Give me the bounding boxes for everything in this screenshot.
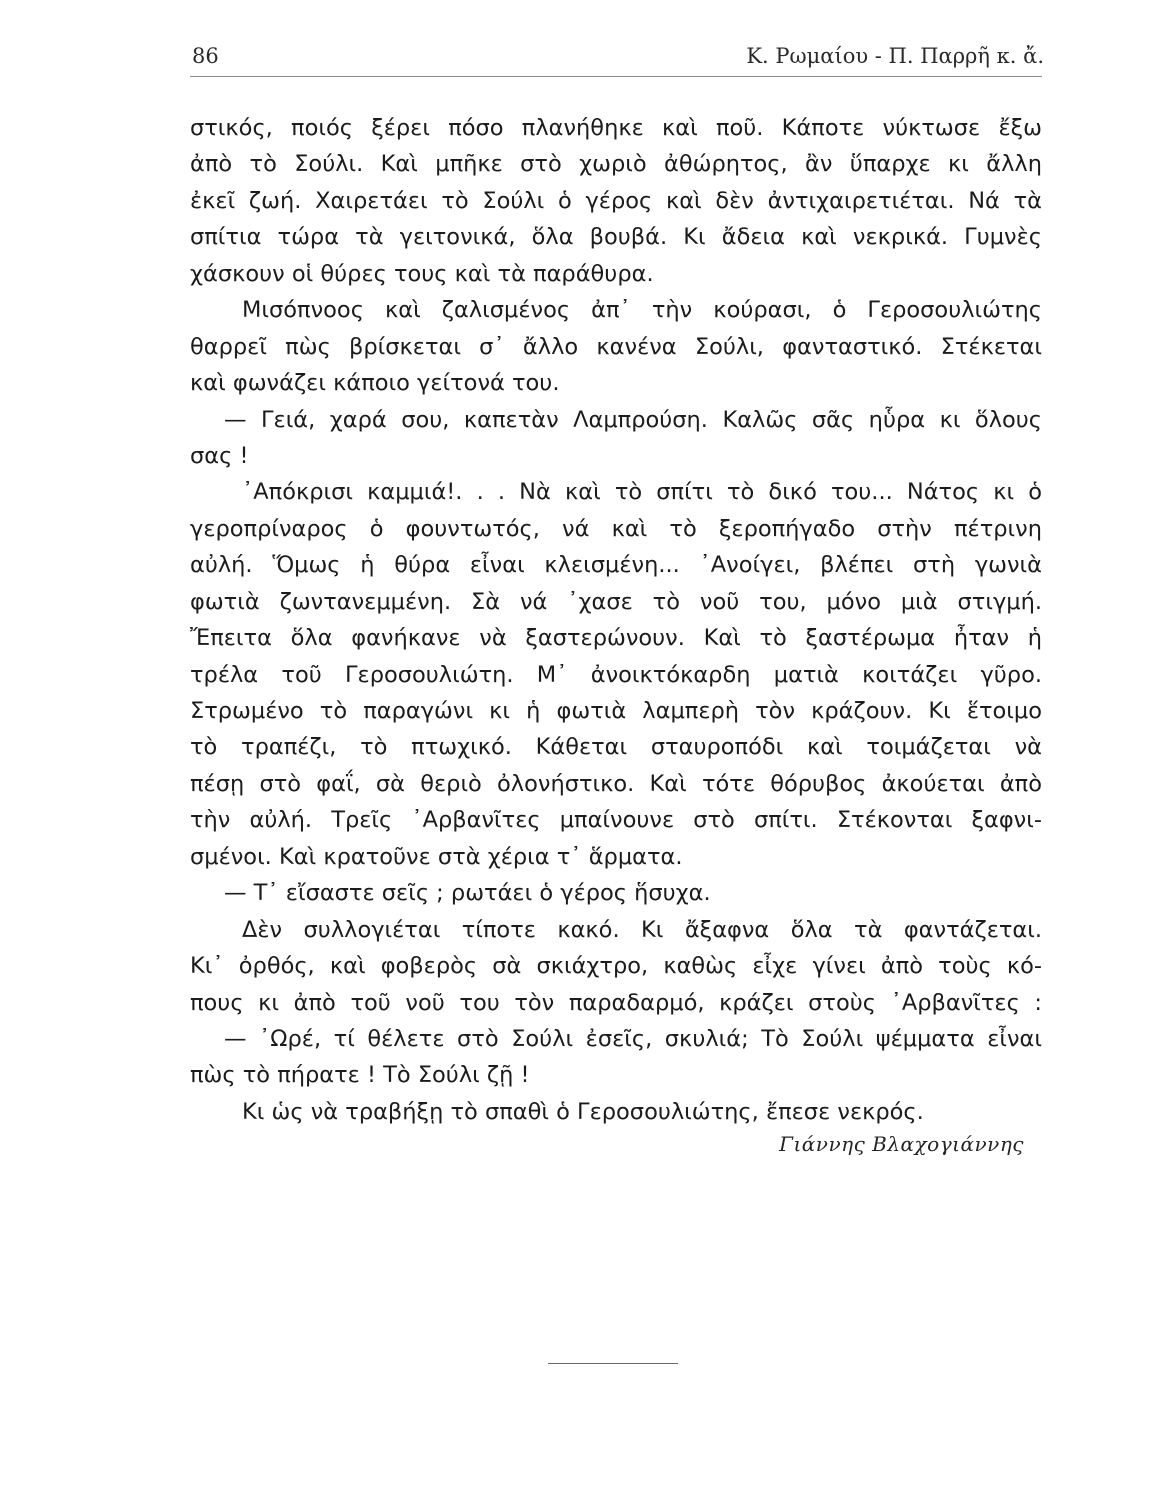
text-line: Κι ὡς νὰ τραβήξῃ τὸ σπαθὶ ὁ Γεροσουλιώτης, ἔπεσε νεκρός. (242, 1098, 924, 1125)
text-line: ἀπὸ τὸ Σούλι. Καὶ μπῆκε στὸ χωριὸ ἀθώρητος, ἂν ὕπαρχε κι ἄλλη (190, 151, 1042, 178)
text-line: — Γειά, χαρά σου, καπετὰν Λαμπρούση. Καλῶς σᾶς ηὗρα κι ὅλους (224, 406, 1042, 433)
header-rule (190, 76, 1042, 77)
text-line: τρέλα τοῦ Γεροσουλιώτη. Μ᾽ ἀνοικτόκαρδη ματιὰ κοιτάζει γῦρο. (190, 661, 1042, 688)
text-line: πους κι ἀπὸ τοῦ νοῦ του τὸν παραδαρμό, κράζει στοὺς ᾽Αρβανῖτες : (190, 989, 1042, 1016)
end-rule (548, 1363, 678, 1364)
text-line: πέσῃ στὸ φαΐ, σὰ θεριὸ ὀλονήστικο. Καὶ τότε θόρυβος ἀκούεται ἀπὸ (190, 770, 1042, 797)
text-line: σμένοι. Καὶ κρατοῦνε στὰ χέρια τ᾽ ἅρματα. (190, 843, 683, 870)
text-line: — ᾽Ωρέ, τί θέλετε στὸ Σούλι ἐσεῖς, σκυλιά; Τὸ Σούλι ψέμματα εἶναι (224, 1025, 1042, 1052)
text-line: τὴν αὐλή. Τρεῖς ᾽Αρβανῖτες μπαίνουνε στὸ σπίτι. Στέκονται ξαφνι- (190, 807, 1042, 834)
running-head: Κ. Ρωμαίου - Π. Παρρῆ κ. ἄ. (746, 44, 1044, 68)
text-line: Ἔπειτα ὅλα φανήκανε νὰ ξαστερώνουν. Καὶ τὸ ξαστέρωμα ἦταν ἡ (190, 625, 1042, 652)
text-line: στικός, ποιός ξέρει πόσο πλανήθηκε καὶ ποῦ. Κάποτε νύκτωσε ἔξω (190, 115, 1042, 141)
text-line: θαρρεῖ πὼς βρίσκεται σ᾽ ἄλλο κανένα Σούλι, φανταστικό. Στέκεται (190, 333, 1042, 360)
text-line: σπίτια τώρα τὰ γειτονικά, ὅλα βουβά. Κι ἄδεια καὶ νεκρικά. Γυμνὲς (190, 224, 1042, 251)
text-line: Στρωμένο τὸ παραγώνι κι ἡ φωτιὰ λαμπερὴ τὸν κράζουν. Κι ἕτοιμο (190, 698, 1042, 724)
text-line: φωτιὰ ζωντανεμμένη. Σὰ νά ᾽χασε τὸ νοῦ του, μόνο μιὰ στιγμή. (190, 588, 1042, 615)
text-line: Μισόπνοος καὶ ζαλισμένος ἀπ᾽ τὴν κούρασι, ὁ Γεροσουλιώτης (242, 297, 1042, 324)
text-line: αὐλή. Ὅμως ἡ θύρα εἶναι κλεισμένη... ᾽Ανοίγει, βλέπει στὴ γωνιὰ (190, 552, 1042, 579)
page-number: 86 (192, 44, 219, 68)
text-line: σας ! (190, 442, 249, 469)
author-signature: Γιάννης Βλαχογιάννης (779, 1132, 1024, 1156)
text-line: γεροπρίναρος ὁ φουντωτός, νά καὶ τὸ ξεροπήγαδο στὴν πέτρινη (190, 515, 1042, 542)
text-line: ᾽Απόκρισι καμμιά!. . . Νὰ καὶ τὸ σπίτι τὸ δικό του... Νάτος κι ὁ (242, 479, 1042, 506)
text-line: ἐκεῖ ζωή. Χαιρετάει τὸ Σούλι ὁ γέρος καὶ δὲν ἀντιχαιρετιέται. Νά τὰ (190, 187, 1042, 214)
page-header (0, 0, 1162, 80)
text-line: Δὲν συλλογιέται τίποτε κακό. Κι ἄξαφνα ὅλα τὰ φαντάζεται. (242, 916, 1042, 943)
text-line: τὸ τραπέζι, τὸ πτωχικό. Κάθεται σταυροπόδι καὶ τοιμάζεται νὰ (190, 734, 1042, 761)
body-text (190, 110, 1042, 1130)
text-line: χάσκουν οἱ θύρες τους καὶ τὰ παράθυρα. (190, 260, 654, 287)
text-line: — Τ᾽ εἴσαστε σεῖς ; ρωτάει ὁ γέρος ἥσυχα. (224, 880, 711, 907)
text-line: καὶ φωνάζει κάποιο γείτονά του. (190, 370, 560, 397)
text-line: πὼς τὸ πήρατε ! Τὸ Σούλι ζῇ ! (190, 1062, 530, 1089)
text-line: Κι᾽ ὀρθός, καὶ φοβερὸς σὰ σκιάχτρο, καθὼς εἶχε γίνει ἀπὸ τοὺς κό- (190, 953, 1042, 980)
